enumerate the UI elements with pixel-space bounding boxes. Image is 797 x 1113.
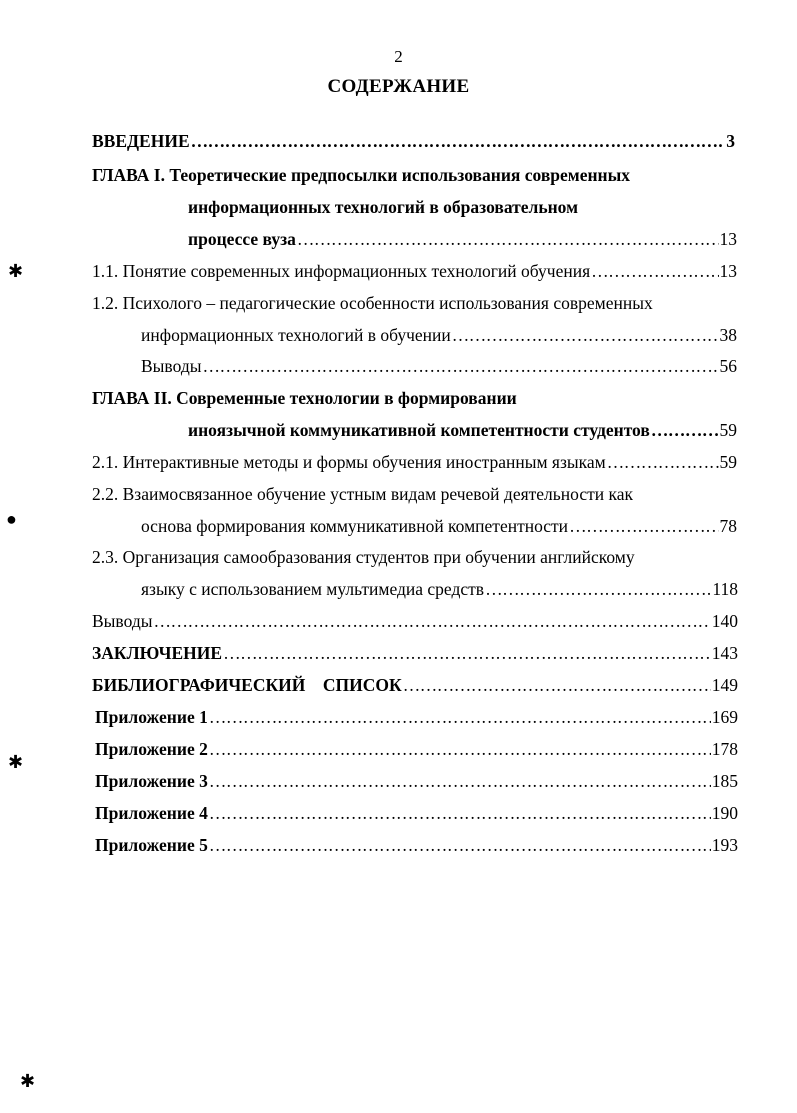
toc-page-number: 149 (711, 675, 738, 695)
toc-entry-text: Приложение 2 (95, 739, 208, 759)
toc-entry-appendix-5[interactable] (95, 834, 738, 856)
toc-entry-text: процессе вуза (188, 229, 296, 249)
toc-entry-conclusion[interactable] (92, 642, 738, 664)
toc-page-number: 143 (711, 643, 738, 663)
toc-chapter1-line2: информационных технологий в образовательном (188, 197, 578, 217)
toc-page-number: 13 (719, 229, 737, 249)
toc-entry-conclusions-1[interactable] (141, 355, 737, 377)
toc-entry-appendix-4[interactable] (95, 802, 738, 824)
toc-page-number: 190 (711, 803, 738, 823)
toc-section-2-2-line1: 2.2. Взаимосвязанное обучение устным видам речевой деятельности как (92, 484, 633, 504)
toc-entry-2-1[interactable] (92, 451, 737, 473)
toc-entry-1-2[interactable] (141, 324, 737, 346)
toc-entry-intro[interactable] (92, 130, 735, 152)
toc-entry-text: Выводы (92, 611, 153, 631)
toc-entry-2-2[interactable] (141, 515, 737, 537)
toc-page-number: 178 (711, 739, 738, 759)
toc-entry-conclusions-2[interactable] (92, 610, 738, 632)
toc-page-number: 56 (719, 356, 737, 376)
toc-chapter2-line1: ГЛАВА II. Современные технологии в формировании (92, 388, 517, 408)
toc-entry-appendix-3[interactable] (95, 770, 738, 792)
toc-entry-appendix-1[interactable] (95, 706, 738, 728)
toc-page-number: 193 (711, 835, 738, 855)
toc-entry-text: 1.1. Понятие современных информационных технологий обучения (92, 261, 591, 281)
toc-section-1-2-line1: 1.2. Психолого – педагогические особенности использования современных (92, 293, 653, 313)
toc-page-number: 118 (712, 579, 738, 599)
toc-page-number: 185 (711, 771, 738, 791)
toc-entry-1-1[interactable] (92, 260, 737, 282)
toc-entry-text: ЗАКЛЮЧЕНИЕ (92, 643, 223, 663)
toc-page-number: 140 (711, 611, 738, 631)
scan-mark-icon: ✱ (8, 261, 24, 281)
toc-entry-text: Приложение 4 (95, 803, 208, 823)
toc-entry-text: Приложение 5 (95, 835, 208, 855)
toc-page-number: 169 (711, 707, 738, 727)
toc-entry-bibliography[interactable] (92, 674, 738, 696)
scan-mark-icon: ✱ (20, 1071, 36, 1091)
toc-chapter1-line1: ГЛАВА I. Теоретические предпосылки использования современных (92, 165, 631, 185)
toc-entry-chapter1[interactable] (188, 228, 737, 250)
toc-entry-text: иноязычной коммуникативной компетентности студентов (188, 420, 650, 440)
toc-page-number: 59 (719, 452, 737, 472)
toc-entry-text: 2.1. Интерактивные методы и формы обучения иностранным языкам (92, 452, 606, 472)
toc-entry-text: Приложение 3 (95, 771, 208, 791)
toc-entry-text: ВВЕДЕНИЕ (92, 131, 190, 151)
toc-page-number: 3 (726, 131, 735, 151)
toc-entry-text: информационных технологий в обучении (141, 325, 451, 345)
toc-entry-appendix-2[interactable] (95, 738, 738, 760)
scan-mark-icon: ✱ (8, 752, 24, 772)
page-number: 2 (394, 47, 403, 66)
toc-page-number: 59 (719, 420, 737, 440)
page-title: СОДЕРЖАНИЕ (327, 76, 470, 97)
toc-section-2-3-line1: 2.3. Организация самообразования студентов при обучении английскому (92, 547, 635, 567)
toc-entry-text: основа формирования коммуникативной компетентности (141, 516, 569, 536)
toc-entry-chapter2[interactable] (188, 419, 737, 441)
toc-entry-2-3[interactable] (141, 578, 738, 600)
toc-page-number: 13 (719, 261, 737, 281)
toc-page-number: 38 (719, 325, 737, 345)
toc-entry-text: языку с использованием мультимедиа средств (141, 579, 485, 599)
toc-entry-text: Приложение 1 (95, 707, 208, 727)
toc-entry-text: Выводы (141, 356, 202, 376)
toc-entry-text: БИБЛИОГРАФИЧЕСКИЙ СПИСОК (92, 675, 402, 695)
toc-page-number: 78 (719, 516, 737, 536)
scan-mark-icon: ● (6, 509, 17, 529)
